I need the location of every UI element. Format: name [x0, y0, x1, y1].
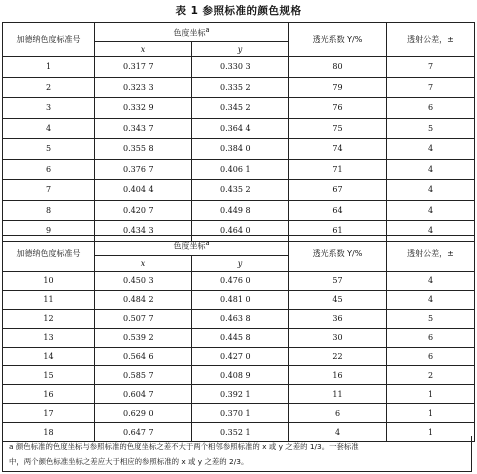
cell-y: 0.481 0 — [192, 290, 289, 309]
header-y: y — [192, 256, 289, 272]
cell-transmittance: 74 — [289, 139, 387, 160]
footnote — [2, 436, 472, 472]
header-transmittance: 透光系数 Y/% — [289, 23, 387, 57]
cell-std-no: 5 — [3, 139, 95, 160]
header-transmittance: 透光系数 Y/% — [289, 236, 387, 272]
cell-y: 0.335 2 — [192, 77, 289, 98]
table-title: 表 1 参照标准的颜色规格 — [175, 5, 302, 17]
cell-std-no: 11 — [3, 290, 95, 309]
header-y: y — [192, 42, 289, 57]
cell-x: 0.332 9 — [95, 98, 192, 119]
cell-transmittance: 16 — [289, 366, 387, 385]
cell-tolerance: 7 — [387, 57, 475, 78]
cell-x: 0.484 2 — [95, 290, 192, 309]
table-1-body — [3, 57, 475, 242]
cell-tolerance: 7 — [387, 77, 475, 98]
cell-tolerance: 4 — [387, 272, 475, 291]
cell-x: 0.317 7 — [95, 57, 192, 78]
cell-transmittance: 57 — [289, 272, 387, 291]
footnote-line-1: a 颜色标准的色度坐标与参照标准的色度坐标之差不大于两个相邻参照标准的 x 或 y 之差的 1/3。一套标准 — [9, 442, 359, 451]
cell-tolerance: 4 — [387, 159, 475, 180]
table-row — [3, 159, 475, 180]
cell-transmittance: 22 — [289, 347, 387, 366]
header-tolerance: 透射公差，± — [387, 23, 475, 57]
table-row — [3, 385, 475, 404]
table-row — [3, 77, 475, 98]
color-spec-table-2 — [2, 235, 475, 442]
header-row — [3, 236, 475, 256]
cell-tolerance: 4 — [387, 180, 475, 201]
table-row — [3, 290, 475, 309]
cell-transmittance: 61 — [289, 221, 387, 242]
table-2-body — [3, 272, 475, 442]
cell-y: 0.384 0 — [192, 139, 289, 160]
cell-y: 0.435 2 — [192, 180, 289, 201]
cell-transmittance: 36 — [289, 309, 387, 328]
cell-std-no: 15 — [3, 366, 95, 385]
cell-y: 0.408 9 — [192, 366, 289, 385]
cell-x: 0.355 8 — [95, 139, 192, 160]
cell-transmittance: 75 — [289, 118, 387, 139]
cell-std-no: 13 — [3, 328, 95, 347]
cell-std-no: 1 — [3, 57, 95, 78]
header-chroma-label: 色度坐标 — [173, 28, 206, 38]
header-chroma — [95, 23, 289, 42]
cell-x: 0.539 2 — [95, 328, 192, 347]
header-tolerance: 透射公差，± — [387, 236, 475, 272]
cell-y: 0.445 8 — [192, 328, 289, 347]
cell-transmittance: 71 — [289, 159, 387, 180]
cell-x: 0.404 4 — [95, 180, 192, 201]
cell-std-no: 8 — [3, 200, 95, 221]
table-row — [3, 139, 475, 160]
cell-y: 0.364 4 — [192, 118, 289, 139]
table-row — [3, 200, 475, 221]
cell-transmittance: 79 — [289, 77, 387, 98]
cell-std-no: 6 — [3, 159, 95, 180]
cell-transmittance: 6 — [289, 404, 387, 423]
cell-std-no: 4 — [3, 118, 95, 139]
cell-x: 0.585 7 — [95, 366, 192, 385]
table-row — [3, 57, 475, 78]
cell-tolerance: 5 — [387, 118, 475, 139]
cell-y: 0.370 1 — [192, 404, 289, 423]
cell-x: 0.507 7 — [95, 309, 192, 328]
table-row — [3, 347, 475, 366]
cell-x: 0.420 7 — [95, 200, 192, 221]
cell-tolerance: 2 — [387, 366, 475, 385]
cell-x: 0.647 7 — [95, 423, 192, 442]
cell-transmittance: 76 — [289, 98, 387, 119]
cell-y: 0.463 8 — [192, 309, 289, 328]
cell-x: 0.434 3 — [95, 221, 192, 242]
cell-transmittance: 30 — [289, 328, 387, 347]
header-std-no: 加德纳色度标准号 — [3, 236, 95, 272]
cell-tolerance: 1 — [387, 404, 475, 423]
cell-std-no: 18 — [3, 423, 95, 442]
cell-tolerance: 4 — [387, 221, 475, 242]
cell-transmittance: 64 — [289, 200, 387, 221]
color-spec-table-1 — [2, 22, 475, 242]
cell-std-no: 10 — [3, 272, 95, 291]
footnote-line-2: 中，两个颜色标准坐标之差应大于相应的参照标准的 x 或 y 之差的 2/3。 — [9, 457, 249, 466]
cell-transmittance: 80 — [289, 57, 387, 78]
header-chroma — [95, 236, 289, 256]
cell-x: 0.323 3 — [95, 77, 192, 98]
header-x: x — [95, 42, 192, 57]
cell-tolerance: 1 — [387, 385, 475, 404]
header-std-no: 加德纳色度标准号 — [3, 23, 95, 57]
cell-y: 0.464 0 — [192, 221, 289, 242]
table-row — [3, 366, 475, 385]
cell-transmittance: 45 — [289, 290, 387, 309]
cell-y: 0.330 3 — [192, 57, 289, 78]
cell-tolerance: 4 — [387, 290, 475, 309]
cell-transmittance: 67 — [289, 180, 387, 201]
cell-tolerance: 1 — [387, 423, 475, 442]
cell-y: 0.427 0 — [192, 347, 289, 366]
table-row — [3, 180, 475, 201]
cell-std-no: 12 — [3, 309, 95, 328]
table-row — [3, 272, 475, 291]
cell-std-no: 3 — [3, 98, 95, 119]
cell-y: 0.392 1 — [192, 385, 289, 404]
table-row — [3, 328, 475, 347]
cell-std-no: 14 — [3, 347, 95, 366]
table-row — [3, 98, 475, 119]
cell-y: 0.345 2 — [192, 98, 289, 119]
header-chroma-label: 色度坐标 — [173, 241, 206, 251]
header-row — [3, 23, 475, 42]
cell-std-no: 16 — [3, 385, 95, 404]
cell-x: 0.629 0 — [95, 404, 192, 423]
cell-x: 0.343 7 — [95, 118, 192, 139]
footnote-mark: a — [205, 239, 210, 248]
cell-transmittance: 11 — [289, 385, 387, 404]
cell-std-no: 9 — [3, 221, 95, 242]
cell-tolerance: 6 — [387, 98, 475, 119]
cell-y: 0.352 1 — [192, 423, 289, 442]
cell-y: 0.476 0 — [192, 272, 289, 291]
cell-y: 0.449 8 — [192, 200, 289, 221]
table-row — [3, 309, 475, 328]
cell-std-no: 2 — [3, 77, 95, 98]
cell-tolerance: 6 — [387, 347, 475, 366]
cell-x: 0.376 7 — [95, 159, 192, 180]
cell-tolerance: 4 — [387, 139, 475, 160]
cell-x: 0.450 3 — [95, 272, 192, 291]
cell-x: 0.604 7 — [95, 385, 192, 404]
cell-std-no: 7 — [3, 180, 95, 201]
cell-tolerance: 5 — [387, 309, 475, 328]
header-x: x — [95, 256, 192, 272]
cell-x: 0.564 6 — [95, 347, 192, 366]
cell-tolerance: 6 — [387, 328, 475, 347]
cell-tolerance: 4 — [387, 200, 475, 221]
table-row — [3, 118, 475, 139]
table-row — [3, 404, 475, 423]
cell-y: 0.406 1 — [192, 159, 289, 180]
cell-transmittance: 4 — [289, 423, 387, 442]
cell-std-no: 17 — [3, 404, 95, 423]
footnote-mark: a — [205, 25, 210, 34]
